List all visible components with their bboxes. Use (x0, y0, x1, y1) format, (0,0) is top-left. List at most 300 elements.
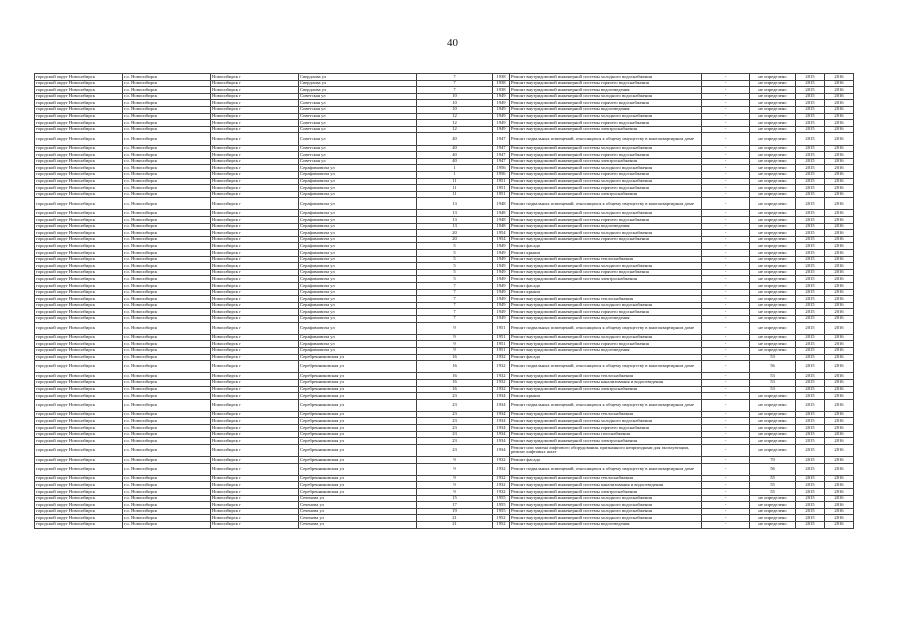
end-year-cell: 2016 (825, 133, 854, 145)
table-row (35, 361, 854, 373)
build-year-cell: 1949 (493, 276, 510, 283)
start-year-cell: 2015 (796, 100, 825, 107)
street-cell: Серебренниковская ул (299, 379, 417, 386)
work-type-cell: Ремонт внутридомовой инженерной системы водоотведения (510, 521, 702, 528)
city-district-cell: г.о. Новосибирск (123, 457, 211, 464)
build-year-cell: 1934 (493, 411, 510, 418)
build-year-cell: 1938 (493, 74, 510, 81)
dash-cell: - (702, 185, 750, 192)
table-row (35, 386, 854, 393)
start-year-cell: 2015 (796, 120, 825, 127)
end-year-cell: 2016 (825, 217, 854, 224)
build-year-cell: 1932 (493, 373, 510, 380)
city-district-cell: г.о. Новосибирск (123, 515, 211, 522)
start-year-cell: 2015 (796, 158, 825, 165)
dash-cell: - (702, 87, 750, 94)
start-year-cell: 2015 (796, 515, 825, 522)
dash-cell: - (702, 379, 750, 386)
city-district-cell: г.о. Новосибирск (123, 418, 211, 425)
cost-cell: не определено (750, 341, 796, 348)
start-year-cell: 2015 (796, 243, 825, 250)
city-district-cell: г.о. Новосибирск (123, 80, 211, 87)
settlement-cell: Новосибирск г (211, 431, 299, 438)
cost-cell: не определено (750, 217, 796, 224)
work-type-cell: Ремонт внутридомовой инженерной системы теплоснабжения (510, 296, 702, 303)
work-type-cell: Ремонт внутридомовой инженерной системы канализования и водоотведения (510, 379, 702, 386)
dash-cell: - (702, 236, 750, 243)
settlement-cell: Новосибирск г (211, 296, 299, 303)
work-type-cell: Ремонт фасада (510, 283, 702, 290)
settlement-cell: Новосибирск г (211, 93, 299, 100)
work-type-cell: Ремонт внутридомовой инженерной системы горячего водоснабжения (510, 80, 702, 87)
work-type-cell: Ремонт внутридомовой инженерной системы горячего водоснабжения (510, 217, 702, 224)
work-type-cell: Ремонт внутридомовой инженерной системы электроснабжения (510, 386, 702, 393)
settlement-cell: Новосибирск г (211, 315, 299, 322)
work-type-cell: Ремонт внутридомовой инженерной системы электроснабжения (510, 276, 702, 283)
end-year-cell: 2016 (825, 411, 854, 418)
end-year-cell: 2016 (825, 93, 854, 100)
district-cell: городской округ Новосибирск (35, 495, 123, 502)
table-row (35, 185, 854, 192)
city-district-cell: г.о. Новосибирск (123, 152, 211, 159)
work-type-cell: Ремонт внутридомовой инженерной системы холодного водоснабжения (510, 263, 702, 270)
end-year-cell: 2016 (825, 444, 854, 456)
work-type-cell: Ремонт внутридомовой инженерной системы холодного водоснабжения (510, 165, 702, 172)
settlement-cell: Новосибирск г (211, 309, 299, 316)
table-row (35, 463, 854, 475)
dash-cell: - (702, 322, 750, 334)
build-year-cell: 1951 (493, 347, 510, 354)
work-type-cell: Ремонт внутридомовой инженерной системы холодного водоснабжения (510, 74, 702, 81)
cost-cell: не определено (750, 230, 796, 237)
street-cell: Серебренниковская ул (299, 354, 417, 361)
page-number: 40 (447, 37, 458, 49)
settlement-cell: Новосибирск г (211, 515, 299, 522)
cost-cell: не определено (750, 296, 796, 303)
house-number-cell: 12 (417, 120, 493, 127)
dash-cell: - (702, 191, 750, 198)
build-year-cell: 1934 (493, 418, 510, 425)
city-district-cell: г.о. Новосибирск (123, 171, 211, 178)
start-year-cell: 2015 (796, 444, 825, 456)
district-cell: городской округ Новосибирск (35, 152, 123, 159)
district-cell: городской округ Новосибирск (35, 165, 123, 172)
street-cell: Серафимовича ул (299, 283, 417, 290)
build-year-cell: 1951 (493, 341, 510, 348)
start-year-cell: 2015 (796, 521, 825, 528)
build-year-cell: 1949 (493, 250, 510, 257)
work-type-cell: Ремонт внутридомовой инженерной системы холодного водоснабжения (510, 502, 702, 509)
house-number-cell: 12 (417, 113, 493, 120)
start-year-cell: 2015 (796, 269, 825, 276)
table-row (35, 250, 854, 257)
end-year-cell: 2016 (825, 256, 854, 263)
settlement-cell: Новосибирск г (211, 411, 299, 418)
end-year-cell: 2016 (825, 482, 854, 489)
start-year-cell: 2015 (796, 489, 825, 496)
street-cell: Сеченова ул (299, 495, 417, 502)
end-year-cell: 2016 (825, 489, 854, 496)
cost-cell: не определено (750, 302, 796, 309)
city-district-cell: г.о. Новосибирск (123, 191, 211, 198)
district-cell: городской округ Новосибирск (35, 515, 123, 522)
dash-cell: - (702, 373, 750, 380)
street-cell: Серафимовича ул (299, 276, 417, 283)
cost-cell: не определено (750, 126, 796, 133)
settlement-cell: Новосибирск г (211, 120, 299, 127)
district-cell: городской округ Новосибирск (35, 210, 123, 217)
dash-cell: - (702, 263, 750, 270)
district-cell: городской округ Новосибирск (35, 341, 123, 348)
end-year-cell: 2016 (825, 515, 854, 522)
city-district-cell: г.о. Новосибирск (123, 185, 211, 192)
house-number-cell: 9 (417, 482, 493, 489)
work-type-cell: Ремонт внутридомовой инженерной системы холодного водоснабжения (510, 178, 702, 185)
build-year-cell: 1934 (493, 444, 510, 456)
settlement-cell: Новосибирск г (211, 185, 299, 192)
house-number-cell: 12 (417, 126, 493, 133)
start-year-cell: 2015 (796, 185, 825, 192)
work-type-cell: Ремонт внутридомовой инженерной системы электроснабжения (510, 438, 702, 445)
build-year-cell: 1934 (493, 438, 510, 445)
build-year-cell: 1949 (493, 106, 510, 113)
build-year-cell: 1934 (493, 393, 510, 400)
dash-cell: - (702, 171, 750, 178)
city-district-cell: г.о. Новосибирск (123, 521, 211, 528)
city-district-cell: г.о. Новосибирск (123, 269, 211, 276)
settlement-cell: Новосибирск г (211, 145, 299, 152)
street-cell: Серебренниковская ул (299, 489, 417, 496)
district-cell: городской округ Новосибирск (35, 250, 123, 257)
end-year-cell: 2016 (825, 120, 854, 127)
street-cell: Серебренниковская ул (299, 425, 417, 432)
city-district-cell: г.о. Новосибирск (123, 425, 211, 432)
dash-cell: - (702, 158, 750, 165)
cost-cell: не определено (750, 145, 796, 152)
house-number-cell: 5 (417, 276, 493, 283)
cost-cell: не определено (750, 347, 796, 354)
cost-cell: не определено (750, 223, 796, 230)
start-year-cell: 2015 (796, 502, 825, 509)
street-cell: Серафимовича ул (299, 289, 417, 296)
start-year-cell: 2015 (796, 256, 825, 263)
house-number-cell: 21 (417, 515, 493, 522)
street-cell: Серафимовича ул (299, 191, 417, 198)
house-number-cell: 19 (417, 508, 493, 515)
start-year-cell: 2015 (796, 309, 825, 316)
cost-cell: 55 (750, 475, 796, 482)
end-year-cell: 2016 (825, 223, 854, 230)
start-year-cell: 2015 (796, 438, 825, 445)
end-year-cell: 2016 (825, 283, 854, 290)
district-cell: городской округ Новосибирск (35, 74, 123, 81)
house-number-cell: 9 (417, 489, 493, 496)
cost-cell: не определено (750, 508, 796, 515)
table-row (35, 444, 854, 456)
district-cell: городской округ Новосибирск (35, 106, 123, 113)
work-type-cell: Ремонт внутридомовой инженерной системы холодного водоснабжения (510, 145, 702, 152)
build-year-cell: 1955 (493, 502, 510, 509)
table-row (35, 158, 854, 165)
start-year-cell: 2015 (796, 347, 825, 354)
city-district-cell: г.о. Новосибирск (123, 93, 211, 100)
city-district-cell: г.о. Новосибирск (123, 431, 211, 438)
start-year-cell: 2015 (796, 178, 825, 185)
cost-cell: не определено (750, 236, 796, 243)
cost-cell: не определено (750, 495, 796, 502)
work-type-cell: Ремонт внутридомовой инженерной системы горячего водоснабжения (510, 341, 702, 348)
district-cell: городской округ Новосибирск (35, 418, 123, 425)
start-year-cell: 2015 (796, 296, 825, 303)
table-row (35, 457, 854, 464)
district-cell: городской округ Новосибирск (35, 386, 123, 393)
settlement-cell: Новосибирск г (211, 87, 299, 94)
city-district-cell: г.о. Новосибирск (123, 309, 211, 316)
city-district-cell: г.о. Новосибирск (123, 120, 211, 127)
start-year-cell: 2015 (796, 475, 825, 482)
table-row (35, 489, 854, 496)
settlement-cell: Новосибирск г (211, 508, 299, 515)
cost-cell: не определено (750, 309, 796, 316)
end-year-cell: 2016 (825, 178, 854, 185)
house-number-cell: 16 (417, 379, 493, 386)
table-row (35, 191, 854, 198)
start-year-cell: 2015 (796, 113, 825, 120)
build-year-cell: 1949 (493, 120, 510, 127)
district-cell: городской округ Новосибирск (35, 113, 123, 120)
city-district-cell: г.о. Новосибирск (123, 444, 211, 456)
settlement-cell: Новосибирск г (211, 322, 299, 334)
settlement-cell: Новосибирск г (211, 444, 299, 456)
cost-cell: не определено (750, 158, 796, 165)
table-row (35, 145, 854, 152)
settlement-cell: Новосибирск г (211, 191, 299, 198)
city-district-cell: г.о. Новосибирск (123, 158, 211, 165)
settlement-cell: Новосибирск г (211, 289, 299, 296)
work-type-cell: Ремонт внутридомовой инженерной системы горячего водоснабжения (510, 171, 702, 178)
table-row (35, 74, 854, 81)
district-cell: городской округ Новосибирск (35, 80, 123, 87)
dash-cell: - (702, 431, 750, 438)
table-row (35, 438, 854, 445)
end-year-cell: 2016 (825, 263, 854, 270)
settlement-cell: Новосибирск г (211, 230, 299, 237)
cost-cell: 55 (750, 489, 796, 496)
district-cell: городской округ Новосибирск (35, 100, 123, 107)
work-type-cell: Ремонт подвальных помещений, относящихся к общему имуществу в многоквартирном доме (510, 198, 702, 210)
dash-cell: - (702, 399, 750, 411)
settlement-cell: Новосибирск г (211, 521, 299, 528)
city-district-cell: г.о. Новосибирск (123, 243, 211, 250)
table-row (35, 210, 854, 217)
street-cell: Сеченова ул (299, 508, 417, 515)
street-cell: Серафимовича ул (299, 269, 417, 276)
table-row (35, 152, 854, 159)
end-year-cell: 2016 (825, 302, 854, 309)
table-row (35, 165, 854, 172)
end-year-cell: 2016 (825, 250, 854, 257)
dash-cell: - (702, 347, 750, 354)
district-cell: городской округ Новосибирск (35, 373, 123, 380)
house-number-cell: 9 (417, 322, 493, 334)
dash-cell: - (702, 74, 750, 81)
table-row (35, 379, 854, 386)
dash-cell: - (702, 256, 750, 263)
house-number-cell: 17 (417, 502, 493, 509)
work-type-cell: Ремонт внутридомовой инженерной системы водоотведения (510, 87, 702, 94)
table-row (35, 120, 854, 127)
dash-cell: - (702, 250, 750, 257)
table-row (35, 217, 854, 224)
settlement-cell: Новосибирск г (211, 165, 299, 172)
cost-cell: не определено (750, 315, 796, 322)
start-year-cell: 2015 (796, 315, 825, 322)
city-district-cell: г.о. Новосибирск (123, 393, 211, 400)
end-year-cell: 2016 (825, 315, 854, 322)
street-cell: Серебренниковская ул (299, 431, 417, 438)
build-year-cell: 1938 (493, 87, 510, 94)
city-district-cell: г.о. Новосибирск (123, 475, 211, 482)
house-number-cell: 5 (417, 243, 493, 250)
work-type-cell: Ремонт внутридомовой инженерной системы электроснабжения (510, 158, 702, 165)
settlement-cell: Новосибирск г (211, 425, 299, 432)
build-year-cell: 1932 (493, 354, 510, 361)
street-cell: Советская ул (299, 158, 417, 165)
district-cell: городской округ Новосибирск (35, 309, 123, 316)
build-year-cell: 1932 (493, 379, 510, 386)
street-cell: Серебренниковская ул (299, 475, 417, 482)
end-year-cell: 2016 (825, 475, 854, 482)
start-year-cell: 2015 (796, 322, 825, 334)
house-number-cell: 7 (417, 315, 493, 322)
district-cell: городской округ Новосибирск (35, 502, 123, 509)
end-year-cell: 2016 (825, 457, 854, 464)
cost-cell: не определено (750, 322, 796, 334)
end-year-cell: 2016 (825, 171, 854, 178)
city-district-cell: г.о. Новосибирск (123, 347, 211, 354)
work-type-cell: Ремонт внутридомовой инженерной системы газоснабжения (510, 431, 702, 438)
street-cell: Серафимовича ул (299, 347, 417, 354)
table-row (35, 283, 854, 290)
end-year-cell: 2016 (825, 126, 854, 133)
dash-cell: - (702, 495, 750, 502)
settlement-cell: Новосибирск г (211, 438, 299, 445)
street-cell: Советская ул (299, 120, 417, 127)
dash-cell: - (702, 418, 750, 425)
table-row (35, 418, 854, 425)
dash-cell: - (702, 145, 750, 152)
start-year-cell: 2015 (796, 80, 825, 87)
work-type-cell: Ремонт внутридомовой инженерной системы холодного водоснабжения (510, 230, 702, 237)
start-year-cell: 2015 (796, 283, 825, 290)
dash-cell: - (702, 315, 750, 322)
settlement-cell: Новосибирск г (211, 276, 299, 283)
start-year-cell: 2015 (796, 171, 825, 178)
street-cell: Серафимовича ул (299, 334, 417, 341)
work-type-cell: Ремонт внутридомовой инженерной системы водоотведения (510, 347, 702, 354)
table-row (35, 263, 854, 270)
house-number-cell: 23 (417, 399, 493, 411)
house-number-cell: 13 (417, 198, 493, 210)
build-year-cell: 1934 (493, 399, 510, 411)
district-cell: городской округ Новосибирск (35, 425, 123, 432)
city-district-cell: г.о. Новосибирск (123, 283, 211, 290)
district-cell: городской округ Новосибирск (35, 126, 123, 133)
settlement-cell: Новосибирск г (211, 158, 299, 165)
table-row (35, 256, 854, 263)
city-district-cell: г.о. Новосибирск (123, 263, 211, 270)
table-row (35, 334, 854, 341)
street-cell: Серафимовича ул (299, 243, 417, 250)
house-number-cell: 23 (417, 438, 493, 445)
dash-cell: - (702, 120, 750, 127)
district-cell: городской округ Новосибирск (35, 322, 123, 334)
work-type-cell: Ремонт подвальных помещений, относящихся к общему имуществу в многоквартирном доме (510, 361, 702, 373)
cost-cell: не определено (750, 418, 796, 425)
district-cell: городской округ Новосибирск (35, 431, 123, 438)
dash-cell: - (702, 178, 750, 185)
end-year-cell: 2016 (825, 80, 854, 87)
street-cell: Серафимовича ул (299, 217, 417, 224)
street-cell: Серебренниковская ул (299, 393, 417, 400)
build-year-cell: 1951 (493, 185, 510, 192)
work-type-cell: Ремонт крыши (510, 250, 702, 257)
build-year-cell: 1948 (493, 198, 510, 210)
dash-cell: - (702, 361, 750, 373)
start-year-cell: 2015 (796, 463, 825, 475)
build-year-cell: 1947 (493, 152, 510, 159)
settlement-cell: Новосибирск г (211, 463, 299, 475)
work-type-cell: Ремонт внутридомовой инженерной системы электроснабжения (510, 126, 702, 133)
build-year-cell: 1938 (493, 80, 510, 87)
build-year-cell: 1932 (493, 482, 510, 489)
start-year-cell: 2015 (796, 152, 825, 159)
dash-cell: - (702, 475, 750, 482)
end-year-cell: 2016 (825, 354, 854, 361)
build-year-cell: 1947 (493, 133, 510, 145)
dash-cell: - (702, 354, 750, 361)
work-type-cell: Ремонт подвальных помещений, относящихся к общему имуществу в многоквартирном доме (510, 463, 702, 475)
house-number-cell: 7 (417, 80, 493, 87)
settlement-cell: Новосибирск г (211, 489, 299, 496)
settlement-cell: Новосибирск г (211, 236, 299, 243)
end-year-cell: 2016 (825, 393, 854, 400)
city-district-cell: г.о. Новосибирск (123, 411, 211, 418)
cost-cell: не определено (750, 393, 796, 400)
house-number-cell: 20 (417, 230, 493, 237)
cost-cell: не определено (750, 243, 796, 250)
district-cell: городской округ Новосибирск (35, 379, 123, 386)
house-number-cell: 11 (417, 178, 493, 185)
start-year-cell: 2015 (796, 223, 825, 230)
build-year-cell: 1948 (493, 210, 510, 217)
city-district-cell: г.о. Новосибирск (123, 482, 211, 489)
district-cell: городской округ Новосибирск (35, 283, 123, 290)
table-row (35, 243, 854, 250)
cost-cell: 70 (750, 457, 796, 464)
district-cell: городской округ Новосибирск (35, 263, 123, 270)
work-type-cell: Ремонт внутридомовой инженерной системы теплоснабжения (510, 475, 702, 482)
table-row (35, 269, 854, 276)
start-year-cell: 2015 (796, 263, 825, 270)
district-cell: городской округ Новосибирск (35, 438, 123, 445)
end-year-cell: 2016 (825, 309, 854, 316)
build-year-cell: 1952 (493, 521, 510, 528)
cost-cell: не определено (750, 502, 796, 509)
street-cell: Серафимовича ул (299, 171, 417, 178)
end-year-cell: 2016 (825, 152, 854, 159)
table-row (35, 87, 854, 94)
